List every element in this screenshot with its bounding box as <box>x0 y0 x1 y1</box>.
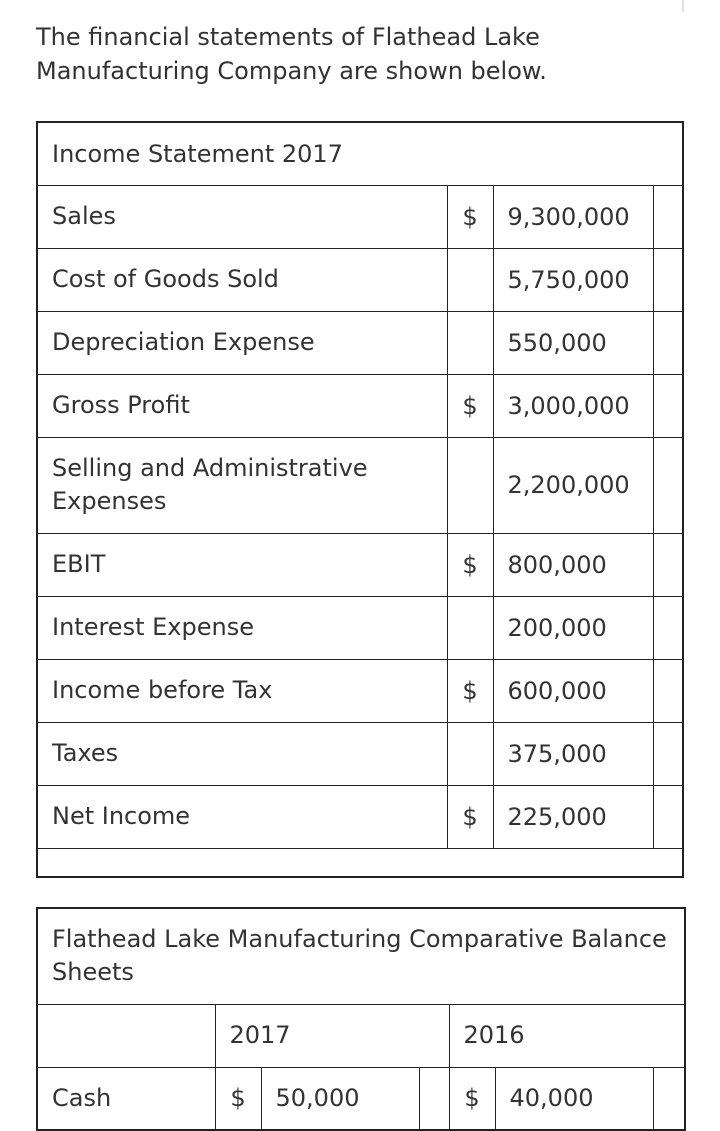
table-row <box>37 248 683 311</box>
empty-cell <box>653 374 683 437</box>
table-row <box>37 374 683 437</box>
income-statement-title: Income Statement 2017 <box>37 122 683 185</box>
empty-cell <box>653 785 683 848</box>
currency-symbol <box>447 437 493 533</box>
empty-cell <box>653 533 683 596</box>
scroll-indicator <box>682 0 684 12</box>
empty-cell <box>653 659 683 722</box>
currency-symbol: $ <box>215 1067 261 1130</box>
empty-cell <box>653 185 683 248</box>
empty-cell <box>419 1067 449 1130</box>
row-value: 550,000 <box>493 311 653 374</box>
empty-cell <box>653 437 683 533</box>
table-row <box>37 596 683 659</box>
row-label: Interest Expense <box>37 596 447 659</box>
year-header-2016: 2016 <box>449 1004 685 1067</box>
row-value: 9,300,000 <box>493 185 653 248</box>
balance-sheet-table <box>36 907 686 1131</box>
empty-cell <box>37 848 683 877</box>
table-row <box>37 1067 685 1130</box>
table-row <box>37 722 683 785</box>
currency-symbol <box>447 722 493 785</box>
currency-symbol <box>447 596 493 659</box>
table-row <box>37 185 683 248</box>
income-statement-header <box>37 122 683 185</box>
row-label: Depreciation Expense <box>37 311 447 374</box>
currency-symbol <box>447 248 493 311</box>
row-value: 200,000 <box>493 596 653 659</box>
intro-text: The financial statements of Flathead Lake Manufacturing Company are shown below. <box>36 23 547 85</box>
currency-symbol: $ <box>447 374 493 437</box>
balance-sheet-title: Flathead Lake Manufacturing Comparative Balance Sheets <box>37 908 685 1004</box>
table-row <box>37 437 683 533</box>
row-label: EBIT <box>37 533 447 596</box>
row-value: 2,200,000 <box>493 437 653 533</box>
row-value: 3,000,000 <box>493 374 653 437</box>
row-value: 5,750,000 <box>493 248 653 311</box>
empty-cell <box>653 596 683 659</box>
table-row <box>37 311 683 374</box>
currency-symbol: $ <box>447 785 493 848</box>
empty-cell <box>653 1067 685 1130</box>
currency-symbol <box>447 311 493 374</box>
row-value: 600,000 <box>493 659 653 722</box>
row-label: Cash <box>37 1067 215 1130</box>
row-label: Selling and Administrative Expenses <box>37 437 447 533</box>
row-label: Cost of Goods Sold <box>37 248 447 311</box>
empty-cell <box>37 1004 215 1067</box>
empty-cell <box>653 248 683 311</box>
income-statement-table <box>36 121 684 878</box>
currency-symbol: $ <box>449 1067 495 1130</box>
empty-row <box>37 848 683 877</box>
row-label: Income before Tax <box>37 659 447 722</box>
row-label: Gross Profit <box>37 374 447 437</box>
table-row <box>37 533 683 596</box>
row-label: Net Income <box>37 785 447 848</box>
row-value: 800,000 <box>493 533 653 596</box>
currency-symbol: $ <box>447 533 493 596</box>
row-value-2017: 50,000 <box>261 1067 419 1130</box>
year-header-row <box>37 1004 685 1067</box>
row-value-2016: 40,000 <box>495 1067 653 1130</box>
row-value: 375,000 <box>493 722 653 785</box>
table-row <box>37 785 683 848</box>
empty-cell <box>653 722 683 785</box>
balance-sheet-header <box>37 908 685 1004</box>
currency-symbol: $ <box>447 185 493 248</box>
table-row <box>37 659 683 722</box>
empty-cell <box>653 311 683 374</box>
row-value: 225,000 <box>493 785 653 848</box>
currency-symbol: $ <box>447 659 493 722</box>
year-header-2017: 2017 <box>215 1004 449 1067</box>
row-label: Sales <box>37 185 447 248</box>
row-label: Taxes <box>37 722 447 785</box>
